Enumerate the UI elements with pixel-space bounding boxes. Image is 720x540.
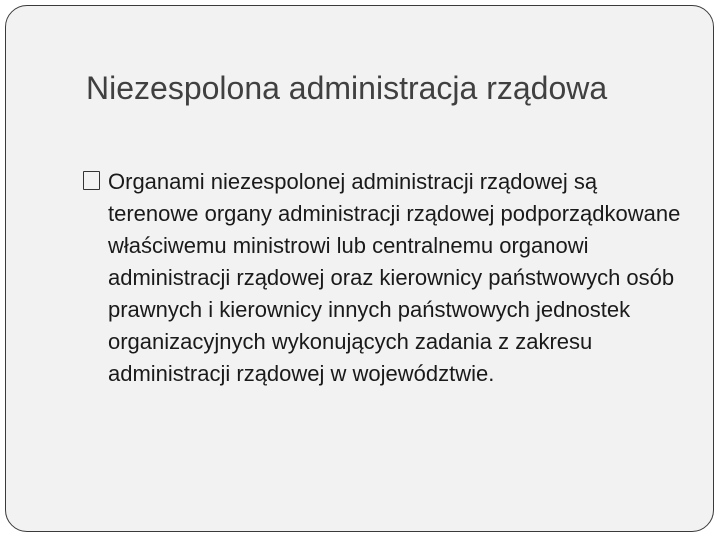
bullet-item [83, 166, 693, 390]
bullet-text: Organami niezespolonej administracji rządowej są terenowe organy administracji rządowej podporządkowane właściwemu ministrowi lub centralnemu organowi administracji rządowej oraz kierownicy państwowych osób prawnych i kierownicy innych państwowych jednostek organizacyjnych wykonujących zadania z zakresu administracji rządowej w województwie. [108, 169, 681, 386]
slide-frame [5, 5, 714, 532]
missing-glyph-box-icon [83, 171, 100, 190]
slide-title: Niezespolona administracja rządowa [86, 70, 608, 106]
bullet-list [83, 166, 693, 390]
